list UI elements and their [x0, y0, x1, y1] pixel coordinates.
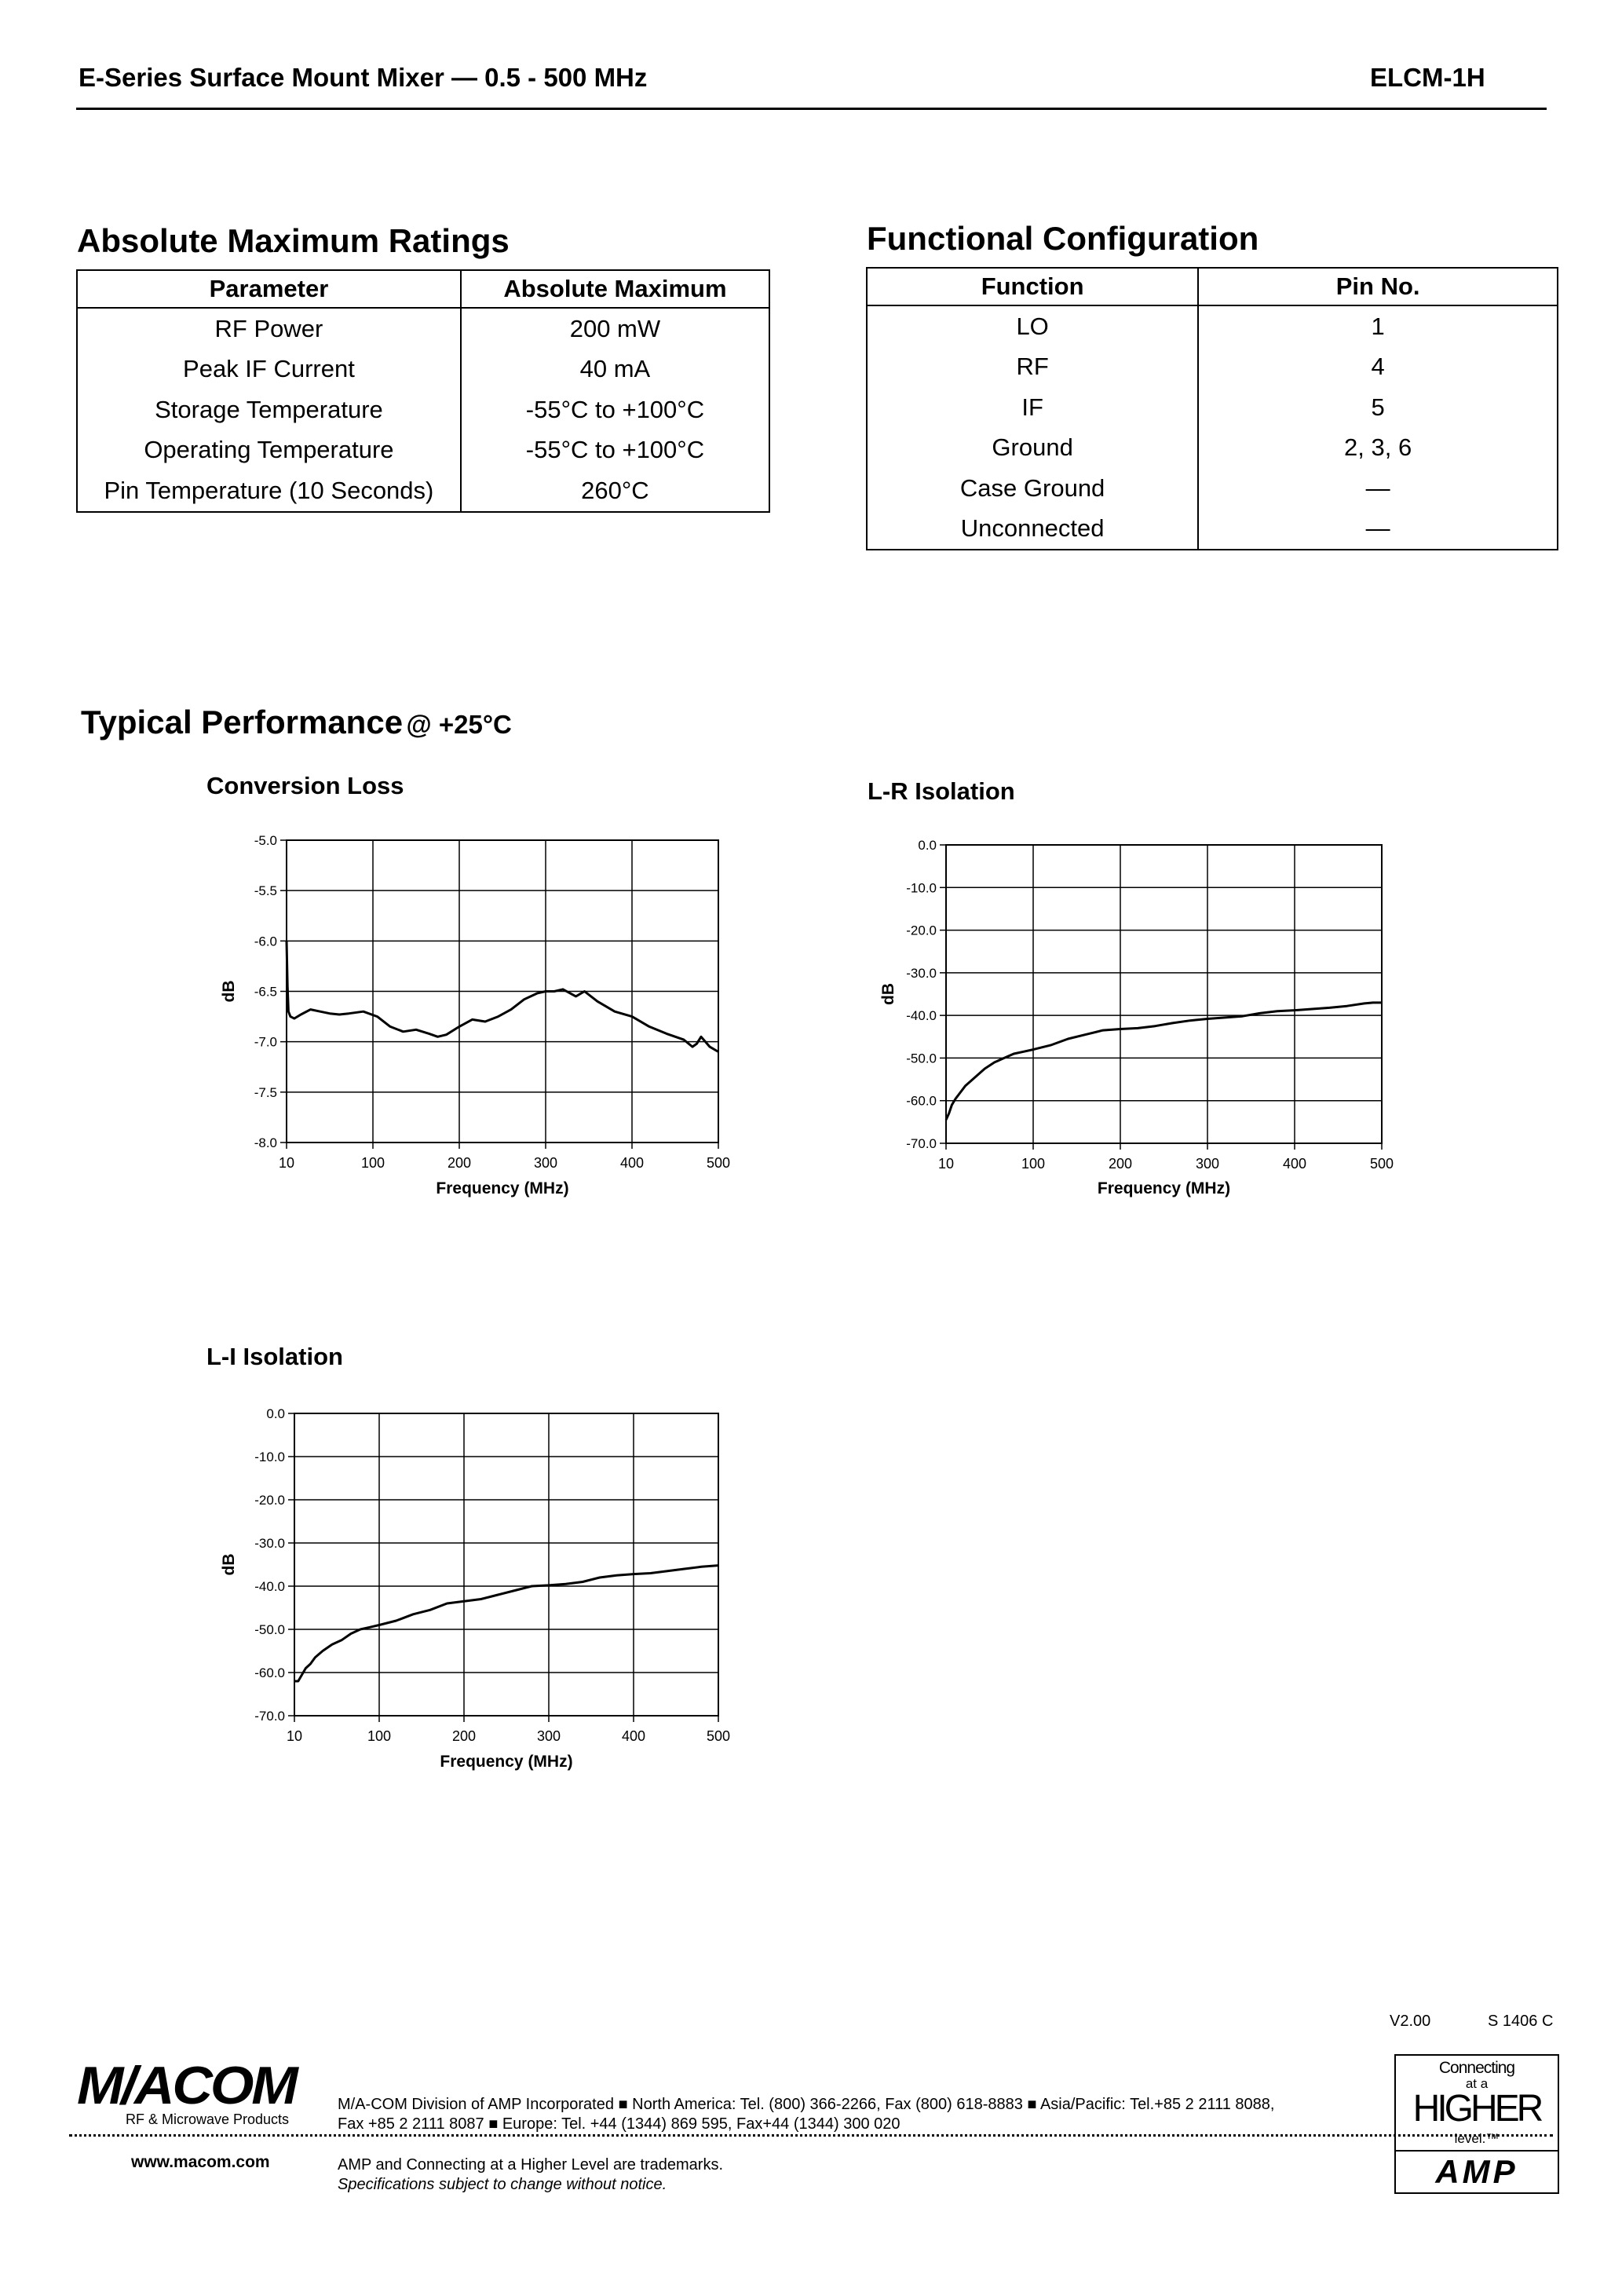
lr-isolation-title: L-R Isolation [868, 777, 1015, 805]
functional-col-function: Function [867, 268, 1198, 305]
plot-frame [294, 1413, 718, 1716]
performance-heading [81, 704, 512, 741]
x-tick-label: 300 [1195, 1156, 1220, 1172]
series-line [946, 1003, 1382, 1120]
y-tick-label: -50.0 [906, 1051, 937, 1066]
macom-logo-subtitle: RF & Microwave Products [126, 2111, 290, 2127]
table-row [77, 430, 769, 471]
header-rule [76, 108, 1547, 110]
y-tick-label: -10.0 [906, 880, 937, 896]
x-tick-label: 400 [621, 1728, 646, 1744]
x-tick-label: 100 [360, 1155, 385, 1171]
lr-isolation-chart [864, 817, 1413, 1209]
y-tick-label: -20.0 [906, 923, 937, 938]
ratings-cell: Storage Temperature [77, 389, 461, 430]
spec-disclaimer: Specifications subject to change without notice. [338, 2176, 667, 2193]
y-tick-label: -70.0 [906, 1136, 937, 1151]
functional-cell: Case Ground [867, 468, 1198, 509]
series-line [287, 941, 718, 1051]
conversion-loss-chart [196, 817, 746, 1209]
li-isolation-title: L-I Isolation [206, 1343, 343, 1370]
series-line [294, 1566, 718, 1681]
table-row [867, 387, 1558, 428]
table-row [867, 305, 1558, 347]
x-tick-label: 200 [447, 1155, 472, 1171]
table-row [867, 347, 1558, 388]
functional-cell: RF [867, 347, 1198, 388]
x-tick-label: 100 [1021, 1156, 1046, 1172]
functional-cell: 5 [1198, 387, 1558, 428]
table-row [867, 509, 1558, 550]
ratings-cell: -55°C to +100°C [461, 389, 769, 430]
conversion-loss-title: Conversion Loss [206, 772, 404, 799]
y-tick-label: -6.0 [254, 934, 277, 949]
macom-logo-text: M/ACOM [77, 2056, 296, 2115]
y-tick-label: -5.0 [254, 833, 277, 848]
badge-divider [1396, 2150, 1558, 2152]
x-tick-label: 400 [1282, 1156, 1307, 1172]
ratings-col-maximum: Absolute Maximum [461, 270, 769, 308]
ratings-cell: RF Power [77, 308, 461, 349]
performance-condition: @ +25°C [406, 710, 512, 739]
y-tick-label: -40.0 [906, 1008, 937, 1024]
y-tick-label: -30.0 [906, 965, 937, 981]
functional-title: Functional Configuration [867, 220, 1259, 257]
y-tick-label: -10.0 [254, 1450, 285, 1464]
macom-logo [77, 2056, 305, 2130]
footer-dotted-rule [69, 2134, 1553, 2137]
performance-title: Typical Performance [81, 704, 404, 740]
y-axis-label: dB [220, 1553, 238, 1576]
y-tick-label: -6.5 [254, 984, 277, 1000]
x-axis-label: Frequency (MHz) [440, 1753, 573, 1771]
badge-higher: HIGHER [1412, 2088, 1541, 2130]
y-tick-label: 0.0 [918, 838, 937, 853]
x-tick-label: 500 [1369, 1156, 1394, 1172]
ratings-cell: Peak IF Current [77, 349, 461, 390]
functional-table [866, 267, 1558, 550]
x-tick-label: 500 [706, 1728, 731, 1744]
y-axis-label: dB [879, 983, 897, 1005]
ratings-cell: 200 mW [461, 308, 769, 349]
badge-level: level.™ [1454, 2131, 1500, 2146]
table-row [867, 468, 1558, 509]
y-tick-label: -20.0 [254, 1493, 285, 1508]
x-tick-label: 200 [1108, 1156, 1133, 1172]
x-tick-label: 10 [286, 1728, 303, 1744]
li-isolation-chart [196, 1390, 746, 1782]
table-row [77, 349, 769, 390]
part-number: ELCM-1H [1370, 63, 1485, 92]
website-link[interactable]: www.macom.com [131, 2153, 270, 2171]
y-tick-label: -40.0 [254, 1579, 285, 1594]
version-label: V2.00 [1390, 2013, 1431, 2030]
x-axis-label: Frequency (MHz) [436, 1179, 569, 1197]
x-tick-label: 400 [619, 1155, 645, 1171]
functional-cell: — [1198, 468, 1558, 509]
table-row [77, 470, 769, 512]
amp-badge [1394, 2054, 1559, 2194]
functional-cell: 4 [1198, 347, 1558, 388]
y-tick-label: -60.0 [906, 1093, 937, 1109]
y-tick-label: -7.0 [254, 1034, 277, 1050]
functional-col-pin: Pin No. [1198, 268, 1558, 305]
x-axis-label: Frequency (MHz) [1097, 1179, 1231, 1197]
trademark-notice: AMP and Connecting at a Higher Level are trademarks. [338, 2156, 724, 2174]
y-tick-label: -50.0 [254, 1622, 285, 1637]
x-tick-label: 500 [706, 1155, 731, 1171]
x-tick-label: 10 [937, 1156, 955, 1172]
table-row [77, 389, 769, 430]
x-tick-label: 300 [536, 1728, 561, 1744]
ratings-title: Absolute Maximum Ratings [77, 222, 510, 259]
functional-cell: Ground [867, 428, 1198, 469]
y-tick-label: 0.0 [266, 1406, 285, 1421]
y-tick-label: -5.5 [254, 883, 277, 899]
table-row [77, 308, 769, 349]
plot-frame [946, 845, 1382, 1143]
functional-cell: Unconnected [867, 509, 1198, 550]
document-title: E-Series Surface Mount Mixer — 0.5 - 500 MHz [79, 63, 648, 92]
ratings-header-row [77, 270, 769, 308]
ratings-cell: Pin Temperature (10 Seconds) [77, 470, 461, 512]
functional-cell: 2, 3, 6 [1198, 428, 1558, 469]
company-contact-line1: M/A-COM Division of AMP Incorporated ■ North America: Tel. (800) 366-2266, Fax (800) 618-8883 ■ Asia/Pacific: Tel.+85 2 2111 8088, [338, 2096, 1275, 2113]
y-tick-label: -8.0 [254, 1135, 277, 1150]
ratings-cell: Operating Temperature [77, 430, 461, 471]
document-number: S 1406 C [1488, 2013, 1554, 2030]
y-tick-label: -70.0 [254, 1709, 285, 1724]
y-tick-label: -60.0 [254, 1665, 285, 1680]
y-tick-label: -7.5 [254, 1084, 277, 1100]
ratings-col-parameter: Parameter [77, 270, 461, 308]
company-contact-line2: Fax +85 2 2111 8087 ■ Europe: Tel. +44 (1344) 869 595, Fax+44 (1344) 300 020 [338, 2115, 901, 2133]
ratings-cell: 260°C [461, 470, 769, 512]
y-tick-label: -30.0 [254, 1536, 285, 1551]
functional-cell: IF [867, 387, 1198, 428]
functional-header-row [867, 268, 1558, 305]
ratings-table [76, 269, 770, 513]
ratings-cell: -55°C to +100°C [461, 430, 769, 471]
x-tick-label: 300 [533, 1155, 558, 1171]
table-row [867, 428, 1558, 469]
x-tick-label: 10 [278, 1155, 295, 1171]
ratings-cell: 40 mA [461, 349, 769, 390]
y-axis-label: dB [220, 980, 238, 1003]
x-tick-label: 100 [367, 1728, 392, 1744]
functional-cell: LO [867, 305, 1198, 347]
badge-at-a: at a [1465, 2076, 1489, 2091]
x-tick-label: 200 [451, 1728, 477, 1744]
functional-cell: 1 [1198, 305, 1558, 347]
amp-brand-logo: AMP [1435, 2153, 1518, 2190]
functional-cell: — [1198, 509, 1558, 550]
badge-connecting: Connecting [1438, 2059, 1515, 2077]
